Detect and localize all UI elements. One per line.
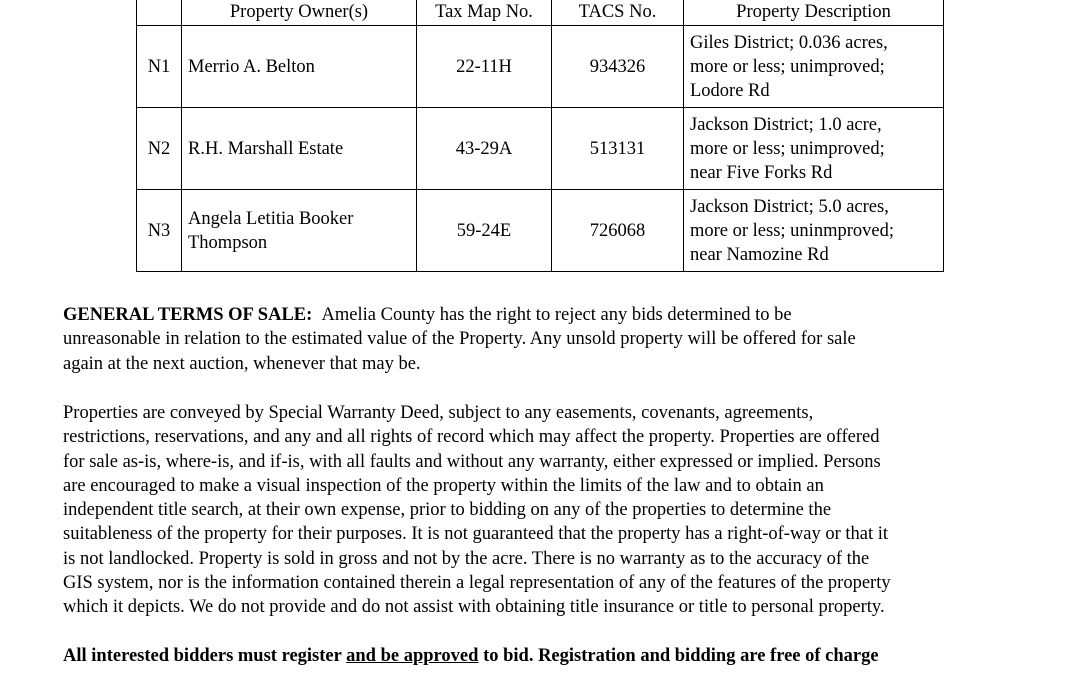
tacs-cell: 934326	[552, 26, 684, 108]
tax-map-cell: 59-24E	[417, 190, 552, 272]
description-cell	[684, 26, 944, 108]
conveyance-paragraph	[63, 401, 1023, 620]
row-id: N3	[137, 190, 182, 272]
description-line: more or less; unimproved;	[690, 56, 885, 77]
paragraph-line: suitableness of the property for their purposes. It is not guaranteed that the property has a right-of-way or that it	[63, 524, 889, 545]
registration-text-start: All interested bidders must register	[63, 646, 347, 666]
paragraph-line: are encouraged to make a visual inspection of the property within the limits of the law and to obtain an	[63, 475, 824, 496]
owner-line: R.H. Marshall Estate	[188, 138, 344, 159]
description-line: Jackson District; 1.0 acre,	[690, 114, 882, 135]
registration-underlined-text: and be approved	[346, 646, 479, 666]
registration-paragraph	[63, 644, 1023, 668]
general-terms-heading: GENERAL TERMS OF SALE:	[63, 305, 313, 325]
paragraph-line: again at the next auction, whenever that may be.	[63, 353, 421, 374]
general-terms-first-line	[63, 303, 1023, 327]
description-line: near Namozine Rd	[690, 244, 829, 265]
paragraph-line: for sale as-is, where-is, and if-is, with all faults and without any warranty, either expressed or implied. Persons	[63, 451, 881, 472]
paragraph-line: unreasonable in relation to the estimated value of the Property. Any unsold property will be offered for sale	[63, 329, 856, 350]
row-id: N1	[137, 26, 182, 108]
table-row	[137, 108, 944, 190]
description-line: Jackson District; 5.0 acres,	[690, 196, 889, 217]
registration-text-end: to bid. Registration and bidding are free of charge	[478, 646, 879, 666]
owner-line: Angela Letitia Booker	[188, 208, 354, 229]
description-line: Giles District; 0.036 acres,	[690, 32, 888, 53]
description-line: Lodore Rd	[690, 80, 770, 101]
tacs-cell: 726068	[552, 190, 684, 272]
table-row	[137, 190, 944, 272]
column-header-tax-map: Tax Map No.	[417, 0, 552, 26]
description-cell	[684, 190, 944, 272]
owner-line: Thompson	[188, 232, 268, 253]
column-header-owner: Property Owner(s)	[182, 0, 417, 26]
owner-cell	[182, 26, 417, 108]
paragraph-line: which it depicts. We do not provide and do not assist with obtaining title insurance or title to personal property.	[63, 597, 885, 618]
paragraph-line: independent title search, at their own expense, prior to bidding on any of the properties to determine the	[63, 500, 832, 521]
tax-map-cell: 43-29A	[417, 108, 552, 190]
table-header-row	[137, 0, 944, 26]
description-line: more or less; uninmproved;	[690, 220, 894, 241]
tax-map-cell: 22-11H	[417, 26, 552, 108]
paragraph-line: restrictions, reservations, and any and all rights of record which may affect the property. Properties are offered	[63, 427, 880, 448]
row-id: N2	[137, 108, 182, 190]
paragraph-line: Properties are conveyed by Special Warranty Deed, subject to any easements, covenants, agreements,	[63, 403, 814, 423]
paragraph-line: Amelia County has the right to reject any bids determined to be	[321, 305, 792, 325]
property-table	[136, 0, 944, 272]
tacs-cell: 513131	[552, 108, 684, 190]
column-header-tacs: TACS No.	[552, 0, 684, 26]
column-header-description: Property Description	[684, 0, 944, 26]
description-line: more or less; unimproved;	[690, 138, 885, 159]
description-cell	[684, 108, 944, 190]
description-line: near Five Forks Rd	[690, 162, 833, 183]
owner-cell	[182, 108, 417, 190]
table-row	[137, 26, 944, 108]
paragraph-line: GIS system, nor is the information contained therein a legal representation of any of the features of the property	[63, 573, 891, 594]
paragraph-line: is not landlocked. Property is sold in gross and not by the acre. There is no warranty as to the accuracy of the	[63, 548, 870, 569]
owner-line: Merrio A. Belton	[188, 56, 315, 77]
general-terms-paragraph	[63, 303, 1023, 376]
column-header-id	[137, 0, 182, 26]
owner-cell	[182, 190, 417, 272]
